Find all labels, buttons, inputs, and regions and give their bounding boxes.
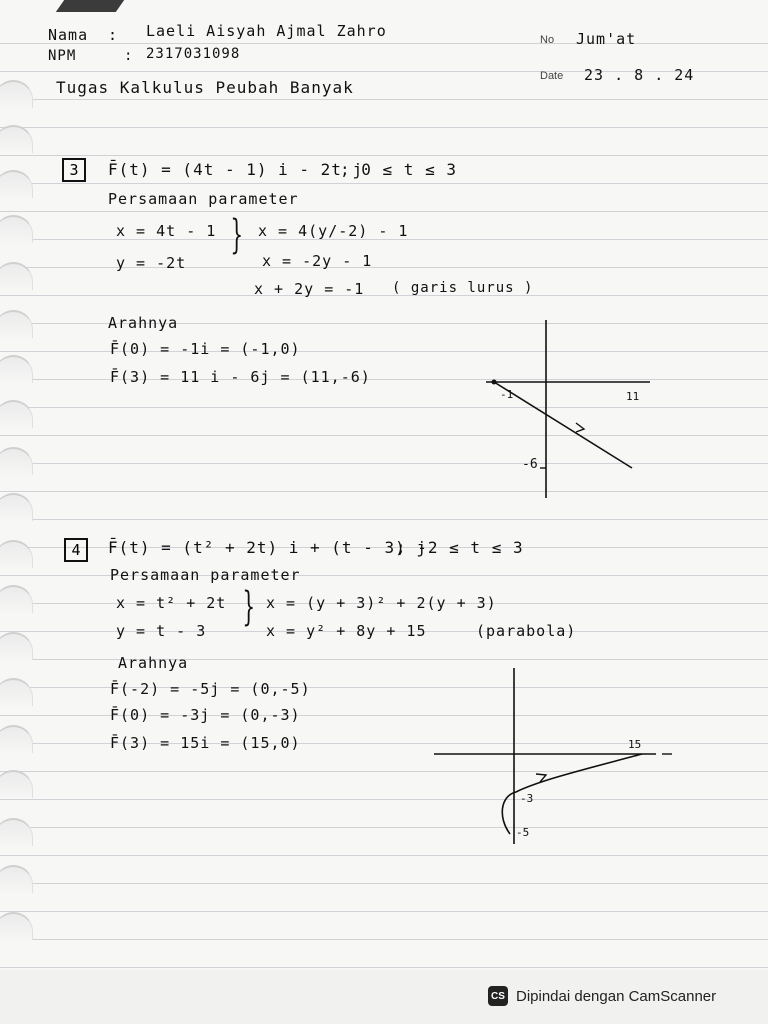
npm-value: 2317031098 — [146, 46, 241, 62]
binder-hole — [0, 632, 33, 660]
binder-hole — [0, 80, 33, 108]
label-neg5: -5 — [516, 826, 530, 839]
problem3-y-eq: y = -2t — [116, 254, 187, 272]
colon: : — [108, 26, 119, 44]
problem4-x-eq: x = t² + 2t — [116, 594, 227, 612]
line-segment — [494, 382, 632, 468]
problem4-heading: Persamaan parameter — [110, 566, 301, 584]
binder-hole — [0, 725, 33, 753]
binder-hole — [0, 262, 33, 290]
problem4-sub2: x = y² + 8y + 15 — [266, 622, 427, 640]
problem4-domain: ; -2 ≤ t ≤ 3 — [396, 538, 524, 557]
nama-value: Laeli Aisyah Ajmal Zahro — [146, 22, 387, 40]
watermark-text: Dipindai dengan CamScanner — [516, 987, 717, 1005]
binder-hole — [0, 912, 33, 940]
colon: : — [124, 48, 134, 64]
binder-hole — [0, 493, 33, 521]
date-label: Date — [540, 70, 564, 82]
binder-hole — [0, 770, 33, 798]
problem3-sub2: x = -2y - 1 — [262, 252, 373, 270]
problem3-sub1: x = 4(y/-2) - 1 — [258, 222, 409, 240]
nama-label: Nama — [48, 26, 89, 44]
problem-number-4: 4 — [64, 538, 88, 562]
direction-arrow — [576, 423, 584, 432]
label-11: 11 — [626, 390, 640, 403]
problem3-note: ( garis lurus ) — [392, 280, 534, 296]
binder-hole — [0, 215, 33, 243]
binder-hole — [0, 818, 33, 846]
label-neg3: -3 — [520, 792, 534, 805]
label-neg6: -6 — [522, 457, 538, 472]
label-neg1: -1 — [500, 388, 514, 401]
binder-hole — [0, 447, 33, 475]
problem4-graph — [430, 668, 680, 848]
problem4-fm2: F̄(-2) = -5j = (0,-5) — [110, 680, 311, 698]
no-label: No — [540, 34, 555, 46]
no-value: Jum'at — [576, 30, 637, 48]
problem3-x-eq: x = 4t - 1 — [116, 222, 217, 240]
date-value: 23 . 8 . 24 — [584, 66, 695, 84]
start-point — [492, 380, 497, 385]
problem3-sub3: x + 2y = -1 — [254, 280, 365, 298]
torn-corner — [56, 0, 124, 12]
problem3-f3: F̄(3) = 11 i - 6j = (11,-6) — [110, 368, 371, 386]
binder-hole — [0, 355, 33, 383]
problem3-domain: ; 0 ≤ t ≤ 3 — [340, 160, 457, 179]
binder-hole — [0, 310, 33, 338]
problem4-function: F̄(t) = (t² + 2t) i + (t - 3) j — [108, 538, 427, 557]
binder-hole — [0, 585, 33, 613]
brace: } — [230, 212, 244, 258]
camscanner-watermark — [488, 986, 716, 1006]
camscanner-logo-icon: CS — [488, 986, 508, 1006]
problem3-f0: F̄(0) = -1i = (-1,0) — [110, 340, 301, 358]
problem4-arah-heading: Arahnya — [118, 654, 189, 672]
problem3-graph — [480, 320, 660, 500]
binder-hole — [0, 678, 33, 706]
problem3-function: F̄(t) = (4t - 1) i - 2t j — [108, 160, 364, 179]
binder-hole — [0, 170, 33, 198]
problem3-heading: Persamaan parameter — [108, 190, 299, 208]
binder-hole — [0, 400, 33, 428]
problem4-f3: F̄(3) = 15i = (15,0) — [110, 734, 301, 752]
label-15: 15 — [628, 738, 642, 751]
page-title: Tugas Kalkulus Peubah Banyak — [56, 78, 354, 97]
npm-label: NPM — [48, 48, 77, 64]
problem4-note: (parabola) — [476, 622, 577, 640]
binder-hole — [0, 125, 33, 153]
brace: } — [242, 584, 256, 630]
problem4-f0: F̄(0) = -3j = (0,-3) — [110, 706, 301, 724]
problem4-sub1: x = (y + 3)² + 2(y + 3) — [266, 594, 497, 612]
problem4-y-eq: y = t - 3 — [116, 622, 207, 640]
binder-hole — [0, 540, 33, 568]
problem3-arah-heading: Arahnya — [108, 314, 179, 332]
binder-hole — [0, 865, 33, 893]
problem-number-3: 3 — [62, 158, 86, 182]
